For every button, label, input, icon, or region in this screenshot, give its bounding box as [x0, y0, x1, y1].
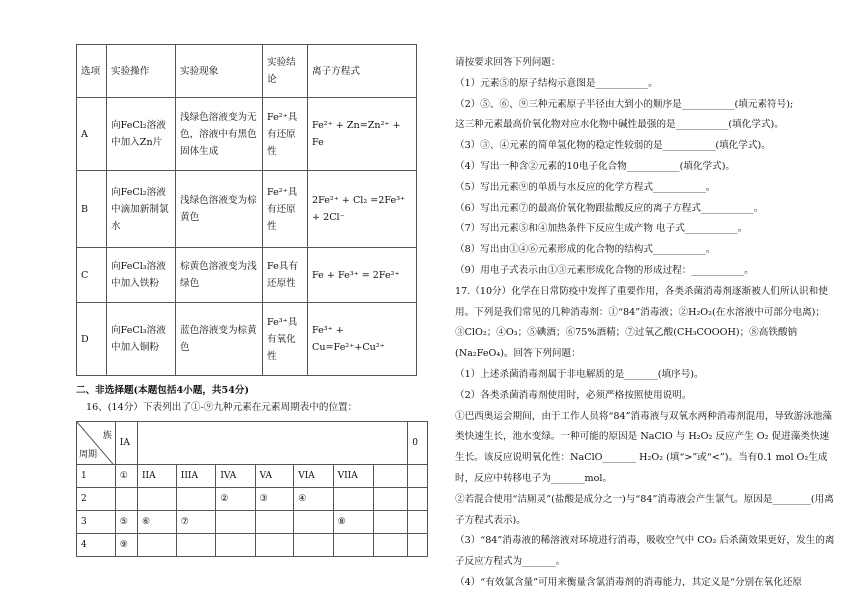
question-line: （2）各类杀菌消毒剂使用时，必须严格按照使用说明。 [455, 389, 692, 401]
element-cell [408, 534, 428, 557]
question-line: （1）元素⑤的原子结构示意图是___________。 [455, 77, 658, 89]
question-line: （2）⑤、⑥、⑨三种元素原子半径由大到小的顺序是___________(填元素符号); [455, 98, 794, 110]
table-row [77, 171, 417, 248]
period-row [77, 534, 428, 557]
equation-cell: 2Fe²⁺ + Cl₂ =2Fe³⁺ + 2Cl⁻ [308, 171, 417, 248]
phenomenon-cell: 浅绿色溶液变为无色，溶液中有黑色固体生成 [176, 98, 263, 171]
question-line: （4）写出一种含②元素的10电子化合物___________(填化学式)。 [455, 160, 736, 172]
operation-cell: 向FeCl₃溶液中加入铁粉 [107, 248, 176, 303]
right-column [455, 53, 835, 594]
element-cell: ⑥ [137, 511, 176, 534]
group-label: VIIA [333, 465, 373, 488]
element-cell [408, 488, 428, 511]
phenomenon-cell: 棕黄色溶液变为浅绿色 [176, 248, 263, 303]
question-line: （3）③、④元素的简单氢化物的稳定性较弱的是___________(填化学式)。 [455, 140, 771, 152]
header-blank [137, 422, 407, 465]
question-line: （9）用电子式表示由①③元素形成化合物的形成过程：___________。 [455, 264, 754, 276]
group-label: IVA [216, 465, 255, 488]
option-cell: C [77, 248, 107, 303]
period-row [77, 511, 428, 534]
question-16-intro: 16、(14分）下表列出了①-⑨九种元素在元素周期表中的位置： [86, 402, 358, 413]
element-cell: ⑦ [176, 511, 216, 534]
option-cell: A [77, 98, 107, 171]
group-zero: 0 [408, 422, 428, 465]
equation-cell: Fe²⁺ + Zn=Zn²⁺ + Fe [308, 98, 417, 171]
option-cell: D [77, 303, 107, 376]
element-cell [373, 534, 407, 557]
question-line: （7）写出元素⑤和④加热条件下反应生成产物 电子式___________。 [455, 223, 748, 235]
corner-cell [77, 422, 116, 465]
element-cell [294, 511, 333, 534]
question-paragraph: ②若混合使用“洁厕灵”(盐酸是成分之一)与“84”消毒液会产生氯气。原因是________(用离子方程式表示)。 [455, 493, 834, 526]
element-cell [294, 534, 333, 557]
element-cell: ④ [294, 488, 333, 511]
instruction-line: 请按要求回答下列问题： [455, 57, 561, 68]
element-cell: ① [115, 465, 137, 488]
period-label: 2 [77, 488, 116, 511]
header-operation: 实验操作 [107, 45, 176, 98]
element-cell: ③ [255, 488, 294, 511]
phenomenon-cell: 蓝色溶液变为棕黄色 [176, 303, 263, 376]
element-cell [115, 488, 137, 511]
question-line: （1）上述杀菌消毒剂属于非电解质的是_______(填序号)。 [455, 368, 704, 380]
period-label: 4 [77, 534, 116, 557]
element-cell: ⑧ [333, 511, 373, 534]
conclusion-cell: Fe具有还原性 [263, 248, 308, 303]
option-cell: B [77, 171, 107, 248]
element-cell [373, 511, 407, 534]
element-cell: ⑨ [115, 534, 137, 557]
element-cell [137, 534, 176, 557]
corner-period-label: 周期 [79, 450, 98, 460]
question-paragraph: （3）“84”消毒液的稀溶液对环境进行消毒，吸收空气中 CO₂ 后杀菌效果更好，发生的离子反应方程式为_______。 [455, 535, 835, 568]
section-title: 二、非选择题(本题包括4小题，共54分) [76, 385, 250, 396]
operation-cell: 向FeCl₃溶液中加入铜粉 [107, 303, 176, 376]
header-option: 选项 [77, 45, 107, 98]
element-cell [216, 534, 255, 557]
question-17: 17.（10分）化学在日常防疫中发挥了重要作用，各类杀菌消毒剂逐渐被人们所认识和使用。下列是我们常见的几种消毒剂：①“84”消毒液；②H₂O₂(在水溶液中可部分电离)；③ClO₂；④O₃；⑤碘酒；⑥75%酒精；⑦过氧乙酸(CH₃COOOH)；⑧高铁酸钠(Na₂FeO₄)。回答下列问题： [455, 285, 828, 360]
group-label: VIA [294, 465, 333, 488]
phenomenon-cell: 浅绿色溶液变为棕黄色 [176, 171, 263, 248]
table-row [77, 303, 417, 376]
experiment-table [76, 44, 417, 376]
header-equation: 离子方程式 [308, 45, 417, 98]
operation-cell: 向FeCl₂溶液中滴加新制氯水 [107, 171, 176, 248]
header-conclusion: 实验结论 [263, 45, 308, 98]
element-cell [333, 534, 373, 557]
question-line: （6）写出元素⑦的最高价氧化物跟盐酸反应的离子方程式___________。 [455, 202, 764, 214]
periodic-header-row [77, 422, 428, 465]
group-ia: IA [115, 422, 137, 465]
element-cell: ② [216, 488, 255, 511]
period-label: 3 [77, 511, 116, 534]
group-label: IIA [137, 465, 176, 488]
corner-group-label: 族 [102, 431, 112, 441]
periodic-table [76, 421, 428, 557]
left-column [76, 44, 428, 557]
equation-cell: Fe³⁺ + Cu=Fe²⁺+Cu²⁺ [308, 303, 417, 376]
question-line: （4）“有效氯含量”可用来衡量含氯消毒剂的消毒能力，其定义是“分别在氧化还原 [455, 576, 803, 588]
period-row [77, 465, 428, 488]
element-cell [408, 511, 428, 534]
group-label: VA [255, 465, 294, 488]
element-cell [255, 534, 294, 557]
question-line: 这三种元素最高价氧化物对应水化物中碱性最强的是___________(填化学式)。 [455, 119, 784, 131]
element-cell [408, 465, 428, 488]
period-label: 1 [77, 465, 116, 488]
element-cell [255, 511, 294, 534]
header-phenomenon: 实验现象 [176, 45, 263, 98]
element-cell [373, 465, 407, 488]
element-cell [176, 488, 216, 511]
question-line: （5）写出元素⑨的单质与水反应的化学方程式___________。 [455, 181, 716, 193]
element-cell [176, 534, 216, 557]
element-cell: ⑤ [115, 511, 137, 534]
conclusion-cell: Fe²⁺具有还原性 [263, 171, 308, 248]
element-cell [216, 511, 255, 534]
period-row [77, 488, 428, 511]
table-row [77, 248, 417, 303]
group-label: IIIA [176, 465, 216, 488]
conclusion-cell: Fe²⁺具有还原性 [263, 98, 308, 171]
conclusion-cell: Fe³⁺具有氧化性 [263, 303, 308, 376]
question-line: （8）写出由①④⑥元素形成的化合物的结构式___________。 [455, 244, 716, 256]
equation-cell: Fe + Fe³⁺ = 2Fe²⁺ [308, 248, 417, 303]
question-paragraph: ①巴西奥运会期间，由于工作人员将“84”消毒液与双氧水两种消毒剂混用，导致游泳池藻类快速生长，池水变绿。一种可能的原因是 NaClO 与 H₂O₂ 反应产生 O₂ 促进藻类快速生长。该反应说明氧化性：NaClO_______ H₂O₂ (填“>”或“<”)。当有0.1 mol O₂生成时，反应中转移电子为_______mol。 [455, 410, 832, 484]
element-cell [373, 488, 407, 511]
element-cell [137, 488, 176, 511]
operation-cell: 向FeCl₂溶液中加入Zn片 [107, 98, 176, 171]
table-row [77, 98, 417, 171]
element-cell [333, 488, 373, 511]
